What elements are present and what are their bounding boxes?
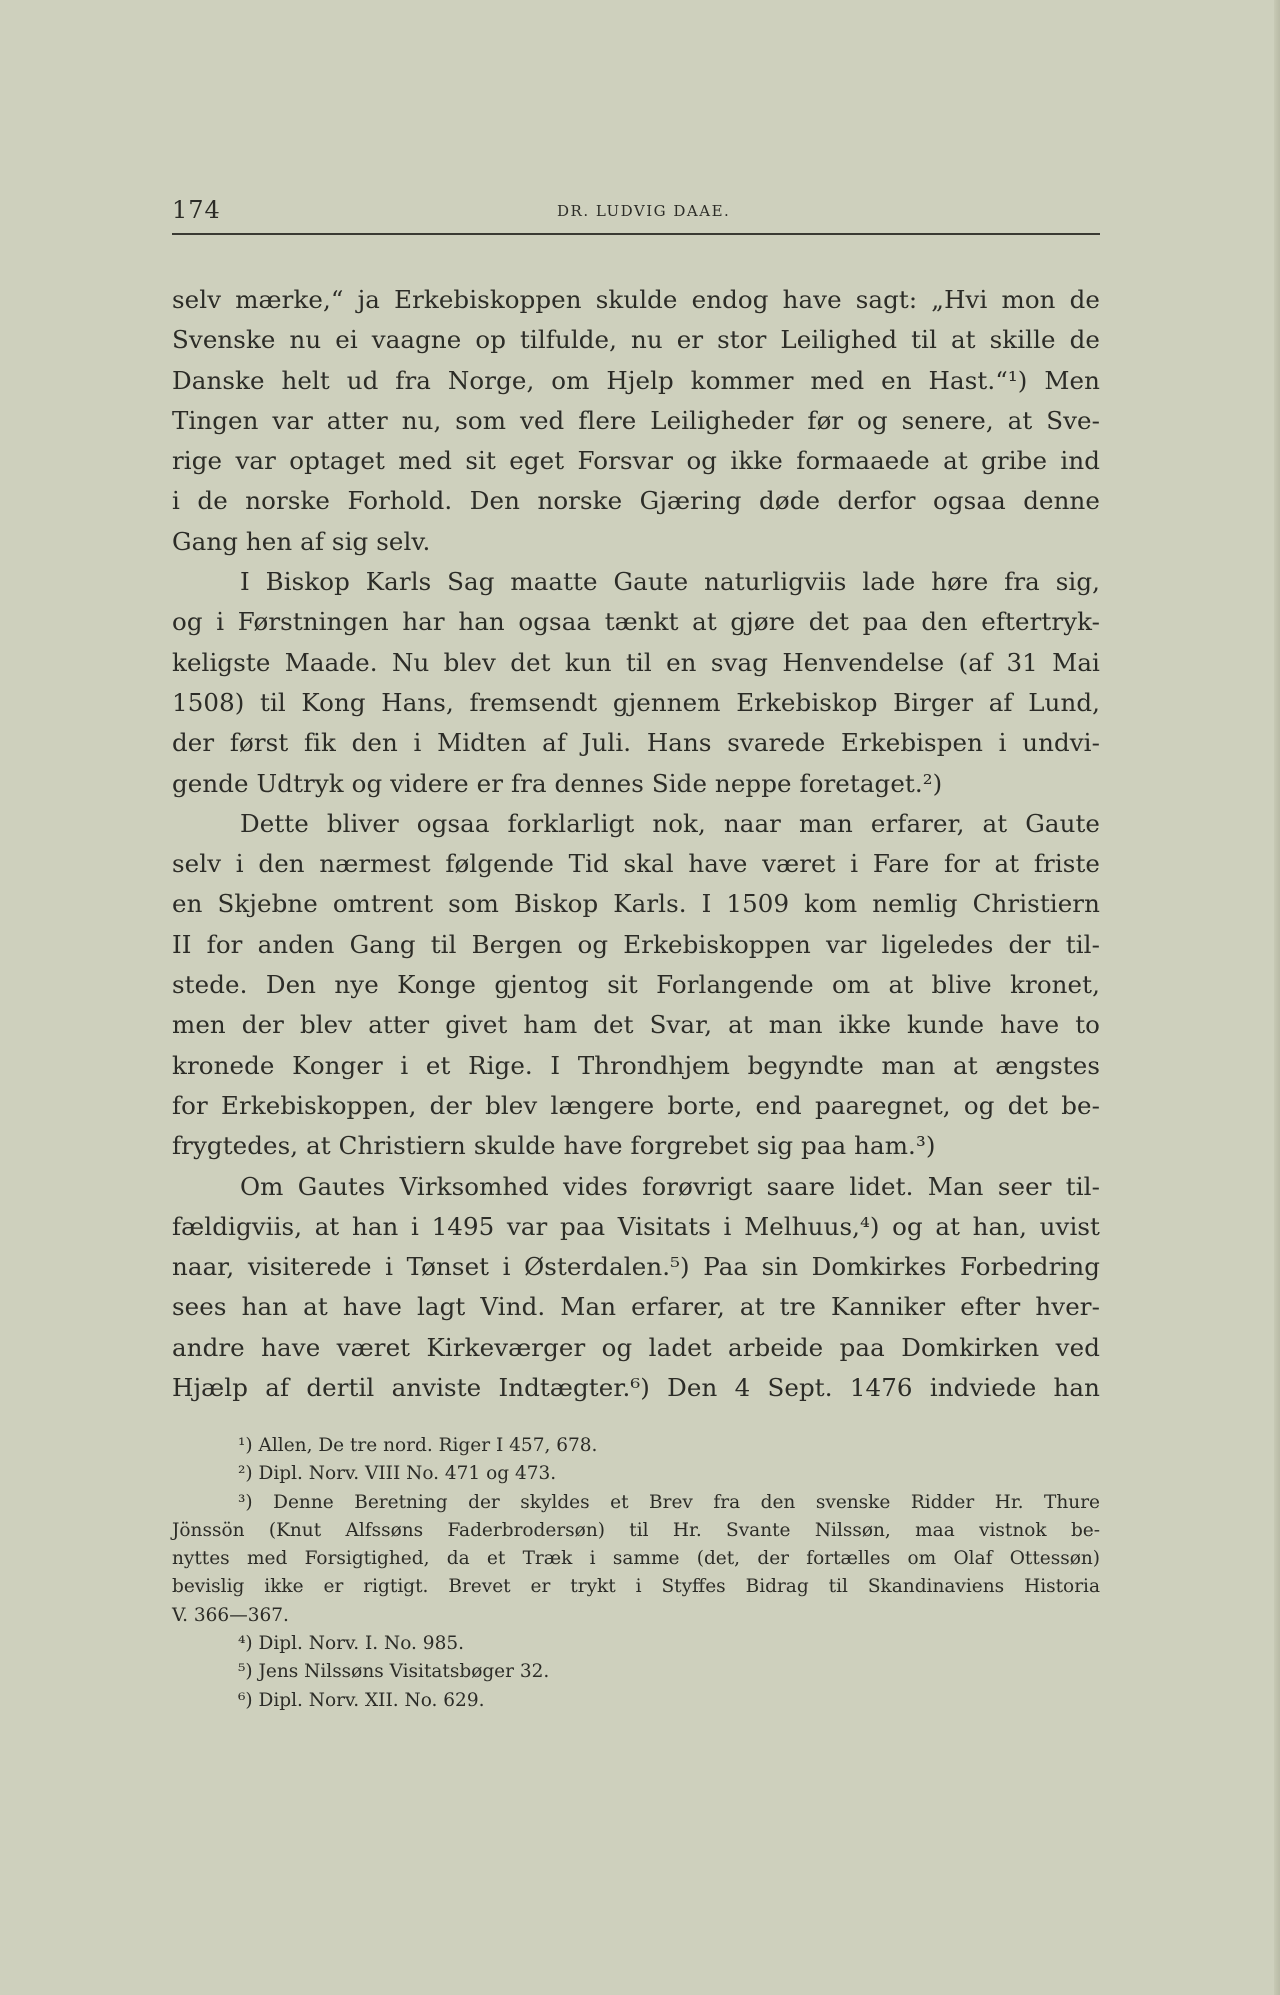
- body-line: en Skjebne omtrent som Biskop Karls. I 1509 kom nemlig Christiern: [172, 889, 1100, 919]
- header-rule: [172, 233, 1100, 235]
- body-line: keligste Maade. Nu blev det kun til en svag Henvendelse (af 31 Mai: [172, 647, 1100, 677]
- body-line: Svenske nu ei vaagne op tilfulde, nu er stor Leilighed til at skille de: [172, 325, 1100, 355]
- body-line: gende Udtryk og videre er fra dennes Side neppe foretaget.²): [172, 768, 943, 798]
- body-line: fældigviis, at han i 1495 var paa Visitats i Melhuus,⁴) og at han, uvist: [172, 1211, 1100, 1241]
- running-head: DR. LUDVIG DAAE.: [557, 202, 731, 220]
- body-line: i de norske Forhold. Den norske Gjæring døde derfor ogsaa denne: [172, 486, 1100, 516]
- body-line: kronede Konger i et Rige. I Throndhjem begyndte man at ængstes: [172, 1050, 1100, 1080]
- body-line: der først fik den i Midten af Juli. Hans svarede Erkebispen i undvi-: [172, 728, 1100, 758]
- footnote-line: nyttes med Forsigtighed, da et Træk i samme (det, der fortælles om Olaf Ottessøn): [172, 1548, 1100, 1570]
- body-text: [172, 280, 1100, 1408]
- body-line: frygtedes, at Christiern skulde have forgrebet sig paa ham.³): [172, 1131, 936, 1161]
- footnote-line: ³) Denne Beretning der skyldes et Brev fra den svenske Ridder Hr. Thure: [238, 1491, 1100, 1513]
- body-line: II for anden Gang til Bergen og Erkebiskoppen var ligeledes der til-: [172, 929, 1100, 959]
- body-line: I Biskop Karls Sag maatte Gaute naturligviis lade høre fra sig,: [240, 567, 1100, 597]
- footnote-line: Jönssön (Knut Alfssøns Faderbrodersøn) til Hr. Svante Nilssøn, maa vistnok be-: [172, 1519, 1100, 1541]
- body-line: stede. Den nye Konge gjentog sit Forlangende om at blive kronet,: [172, 970, 1100, 1000]
- body-line: for Erkebiskoppen, der blev længere borte, end paaregnet, og det be-: [172, 1090, 1100, 1120]
- body-line: selv i den nærmest følgende Tid skal have været i Fare for at friste: [172, 849, 1100, 879]
- body-line: Tingen var atter nu, som ved flere Leiligheder før og senere, at Sve-: [172, 405, 1100, 435]
- footnotes: [172, 1432, 1100, 1715]
- body-line: sees han at have lagt Vind. Man erfarer, at tre Kanniker efter hver-: [172, 1292, 1100, 1322]
- body-line: 1508) til Kong Hans, fremsendt gjennem Erkebiskop Birger af Lund,: [172, 687, 1100, 717]
- footnote-line: ²) Dipl. Norv. VIII No. 471 og 473.: [238, 1463, 557, 1485]
- body-line: andre have været Kirkeværger og ladet arbeide paa Domkirken ved: [172, 1332, 1100, 1362]
- footnote-line: ¹) Allen, De tre nord. Riger I 457, 678.: [238, 1435, 598, 1456]
- page-edge: [1274, 0, 1280, 1995]
- footnote-line: ⁶) Dipl. Norv. XII. No. 629.: [238, 1689, 485, 1711]
- body-line: Hjælp af dertil anviste Indtægter.⁶) Den 4 Sept. 1476 indviede han: [172, 1373, 1100, 1403]
- body-line: rige var optaget med sit eget Forsvar og ikke formaaede at gribe ind: [172, 446, 1100, 476]
- footnote-line: ⁵) Jens Nilssøns Visitatsbøger 32.: [238, 1661, 550, 1683]
- body-line: Om Gautes Virksomhed vides forøvrigt saare lidet. Man seer til-: [240, 1171, 1100, 1201]
- body-line: men der blev atter givet ham det Svar, at man ikke kunde have to: [172, 1010, 1100, 1040]
- page-number: 174: [172, 196, 221, 224]
- page-header: [172, 196, 1102, 232]
- body-line: Gang hen af sig selv.: [172, 526, 431, 556]
- body-line: selv mærke,“ ja Erkebiskoppen skulde endog have sagt: „Hvi mon de: [172, 285, 1100, 314]
- body-line: og i Førstningen har han ogsaa tænkt at gjøre det paa den eftertryk-: [172, 607, 1100, 637]
- footnote-line: ⁴) Dipl. Norv. I. No. 985.: [238, 1633, 464, 1655]
- body-line: naar, visiterede i Tønset i Østerdalen.⁵) Paa sin Domkirkes Forbedring: [172, 1252, 1100, 1282]
- footnote-line: bevislig ikke er rigtigt. Brevet er trykt i Styffes Bidrag til Skandinaviens Historia: [172, 1576, 1100, 1598]
- body-line: Dette bliver ogsaa forklarligt nok, naar man erfarer, at Gaute: [240, 808, 1100, 838]
- body-line: Danske helt ud fra Norge, om Hjelp kommer med en Hast.“¹) Men: [172, 365, 1100, 395]
- footnote-line: V. 366—367.: [172, 1604, 289, 1626]
